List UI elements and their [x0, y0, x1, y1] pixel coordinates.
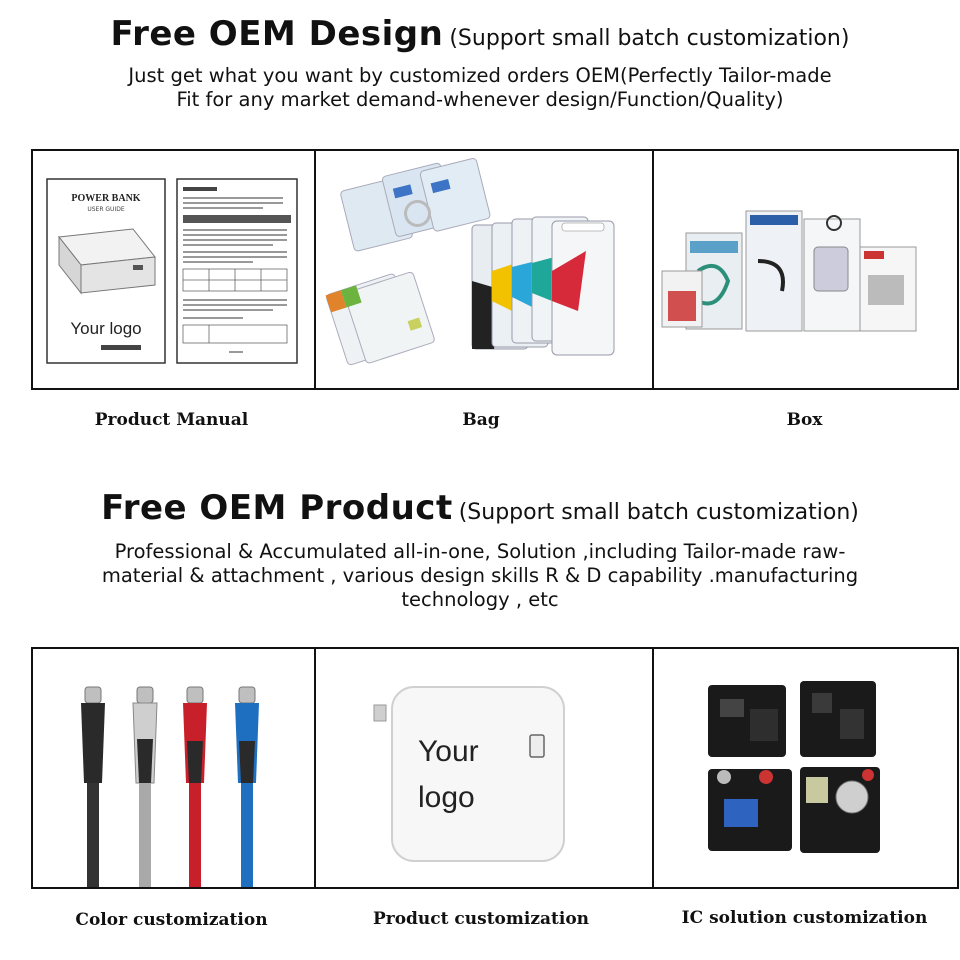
product-desc-line3: technology , etc	[401, 588, 559, 611]
pcb-panel	[652, 649, 957, 887]
bag-image	[316, 151, 652, 388]
box-image	[654, 151, 957, 388]
bag-panel	[314, 151, 652, 388]
design-desc-line2: Fit for any market demand-whenever design/Function/Quality)	[176, 88, 784, 111]
box-panel	[652, 151, 957, 388]
product-heading	[0, 488, 960, 528]
product-desc-line2: material & attachment , various design skills R & D capability .manufacturing	[101, 564, 859, 587]
charger-panel	[314, 649, 652, 887]
manual-subheading: USER GUIDE	[87, 206, 125, 213]
charger-image	[316, 649, 652, 887]
design-panels	[31, 149, 959, 390]
manual-image	[33, 151, 312, 388]
product-subtitle: (Support small batch customization)	[458, 500, 859, 525]
caption-box: Box	[786, 410, 823, 430]
design-desc-line1: Just get what you want by customized orders OEM(Perfectly Tailor-made	[128, 64, 832, 87]
manual-logo-text: Your logo	[70, 319, 142, 338]
product-panels	[31, 647, 959, 889]
cable-image	[33, 649, 312, 887]
caption-product-manual: Product Manual	[94, 410, 249, 430]
product-desc-line1: Professional & Accumulated all-in-one, Solution ,including Tailor-made raw-	[114, 540, 846, 563]
design-title: Free OEM Design	[110, 14, 444, 54]
manual-panel	[33, 151, 314, 388]
manual-heading: POWER BANK	[71, 193, 141, 204]
charger-logo-line2: logo	[418, 781, 475, 814]
charger-logo	[418, 729, 479, 821]
design-description	[0, 64, 960, 112]
cable-panel	[33, 649, 314, 887]
pcb-image	[654, 649, 957, 887]
product-description	[0, 540, 960, 612]
design-subtitle: (Support small batch customization)	[449, 26, 850, 51]
caption-bag: Bag	[462, 410, 500, 430]
caption-ic-solution-customization: IC solution customization	[681, 908, 928, 928]
caption-color-customization: Color customization	[75, 910, 268, 930]
design-heading	[0, 14, 960, 54]
caption-product-customization: Product customization	[372, 909, 590, 929]
charger-logo-line1: Your	[418, 735, 479, 768]
product-title: Free OEM Product	[101, 488, 453, 528]
